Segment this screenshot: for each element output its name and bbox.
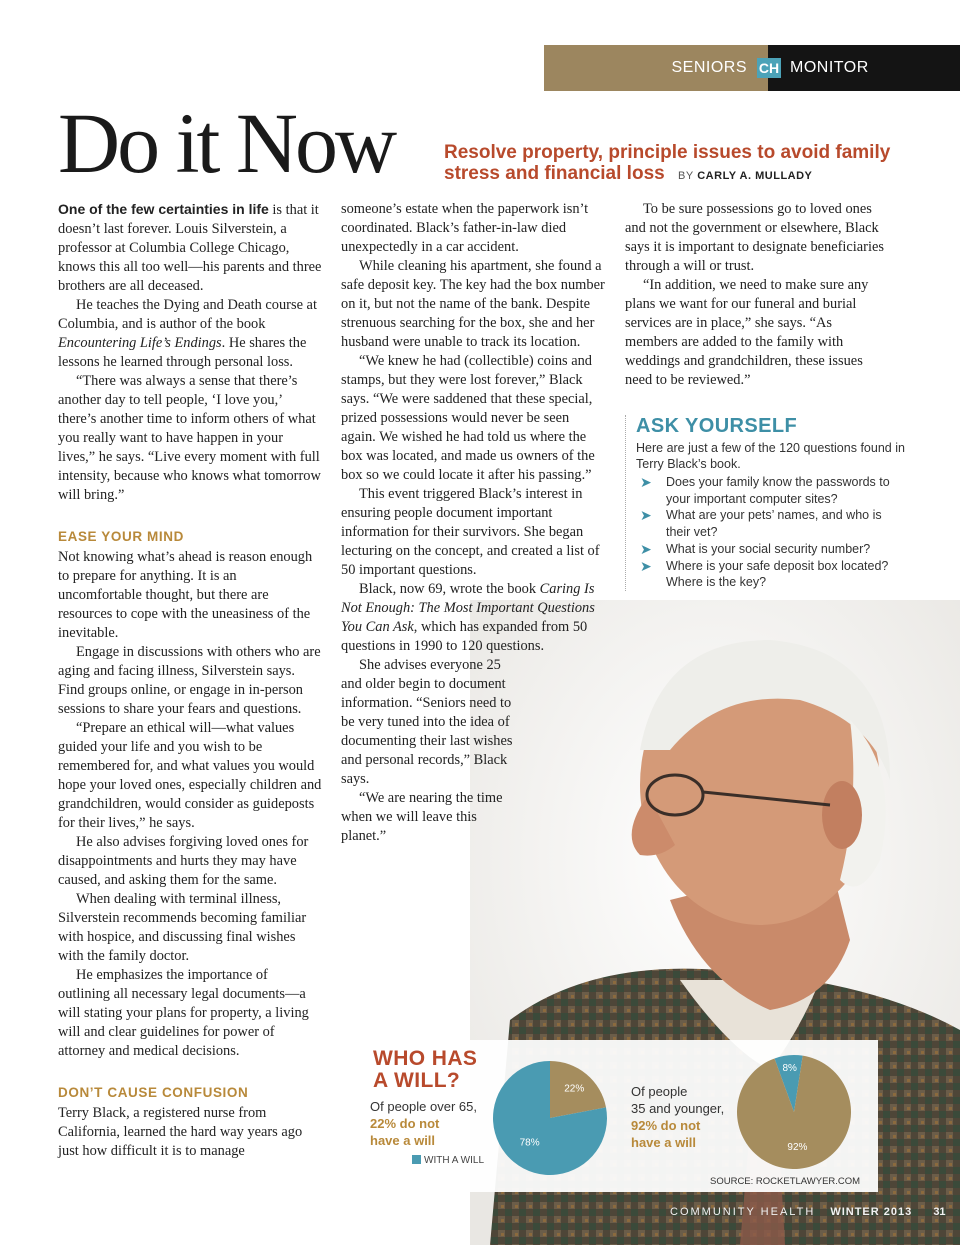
paragraph: “In addition, we need to make sure any plans we want for our funeral and burial services are in place,” she says. “As members are added to the family with weddings and grandchildren, these issues need to be reviewed.” (625, 277, 869, 388)
arrow-right-icon: ➤ (640, 507, 652, 524)
paragraph: He emphasizes the importance of outlining all necessary legal documents—a will stating your plans for property, a living will and clear guidelines for power of attorney and medical decisions. (58, 967, 309, 1059)
caption-highlight: 92% do not (631, 1118, 701, 1133)
caption-highlight: have a will (631, 1135, 697, 1150)
paragraph: Terry Black, a registered nurse from California, learned the hard way years ago just how difficult it is to manage (58, 1105, 303, 1159)
ask-yourself-intro: Here are just a few of the 120 questions found in Terry Black’s book. (636, 441, 905, 471)
byline-author: CARLY A. MULLADY (697, 170, 813, 182)
paragraph: “We knew he had (collectible) coins and stamps, but they were lost forever,” Black says. “We were saddened that these special, prized possessions would never be seen again. We wished he had told us where the box was located, and made us owners of the box so we could locate it after his passing.” (341, 353, 595, 483)
question-item (636, 507, 906, 540)
caption-line: Of people (631, 1084, 688, 1099)
chart-title (373, 1048, 477, 1092)
banner-monitor: MONITOR (790, 59, 869, 76)
caption-highlight: 22% do not (370, 1116, 440, 1131)
subhead-dont-cause-confusion: DON’T CAUSE CONFUSION (58, 1085, 249, 1100)
paragraph: Not knowing what’s ahead is reason enough to prepare for anything. It is an uncomfortable thought, but there are resources to cope with the uneasiness of the inevitable. (58, 549, 313, 641)
paragraph: While cleaning his apartment, she found a safe deposit key. The key had the box number on it, but not the name of the bank. Despite strenuous searching for the box, she and her husband were unable to track its location. (341, 258, 605, 350)
question-text: What are your pets’ names, and who is their vet? (666, 508, 882, 540)
left-pie-caption (370, 1098, 477, 1149)
pie-slice-label: 92% (787, 1141, 808, 1153)
pie-chart-35-and-younger (734, 1052, 854, 1172)
book-title: Caring Is Not Enough: The Most Important Questions You Can Ask (341, 581, 595, 635)
paragraph-text: He teaches the Dying and Death course at Columbia, and is author of the book (58, 297, 317, 332)
arrow-right-icon: ➤ (640, 474, 652, 490)
issue-label: WINTER 2013 (830, 1206, 913, 1218)
section-banner (544, 45, 960, 91)
chart-title-line: WHO HAS (373, 1047, 478, 1070)
legend-swatch (412, 1155, 421, 1164)
byline-by: BY (677, 170, 694, 182)
pie-slice-label: 22% (564, 1083, 585, 1095)
paragraph: She advises everyone 25 and older begin to document information. “Seniors need to be very tuned into the idea of documenting their last wishes and personal records,” Black says. (341, 657, 513, 787)
chart-source: SOURCE: ROCKETLAWYER.COM (710, 1176, 861, 1187)
pie-slice-label: 78% (519, 1137, 540, 1149)
book-title: Encountering Life’s Endings (58, 335, 222, 351)
paragraph-text: is that it doesn’t last forever. Louis Silverstein, a professor at Columbia College Chicago, knows this all too well—his parents and three brothers are all deceased. (58, 202, 322, 294)
question-list (636, 474, 906, 591)
paragraph: He also advises forgiving loved ones for disappointments and hurts they may have caused, and asking them for the same. (58, 834, 309, 888)
arrow-right-icon: ➤ (640, 540, 652, 557)
caption-line: Of people over 65, (370, 1099, 477, 1114)
question-item (636, 474, 906, 507)
subtitle-text: Resolve property, principle issues to avoid family stress and financial loss (444, 142, 891, 184)
question-item (636, 558, 906, 591)
legend-label: WITH A WILL (424, 1155, 485, 1166)
paragraph: “We are nearing the time when we will leave this planet.” (341, 790, 503, 844)
pie-slice-label: 8% (782, 1063, 797, 1075)
page-footer (670, 1206, 946, 1218)
paragraph-text: Black, now 69, wrote the book (359, 581, 540, 597)
banner-ch-logo: CH (758, 60, 780, 76)
question-text: Where is your safe deposit box located? Where is the key? (666, 558, 889, 590)
will-chart-panel (346, 1040, 878, 1192)
page-number: 31 (933, 1206, 946, 1218)
column-3 (625, 200, 887, 390)
paragraph-text: . He shares the lessons he learned through personal loss. (58, 335, 307, 370)
question-text: Does your family know the passwords to your important computer sites? (666, 475, 890, 506)
paragraph-text: , which has expanded from 50 questions in 1990 to 120 questions. (341, 619, 588, 654)
arrow-right-icon: ➤ (640, 557, 652, 574)
paragraph: When dealing with terminal illness, Silverstein recommends becoming familiar with hospice, and discussing final wishes with the family doctor. (58, 891, 307, 964)
ask-yourself-box (625, 415, 906, 591)
pie-chart-over-65 (490, 1058, 610, 1178)
subhead-ease-your-mind: EASE YOUR MIND (58, 529, 184, 544)
caption-highlight: have a will (370, 1133, 436, 1148)
paragraph: Engage in discussions with others who are aging and facing illness, Silverstein says. Find groups online, or engage in in-person sessions to share your fears and questions. (58, 644, 321, 717)
chart-legend (412, 1155, 484, 1166)
paragraph: “Prepare an ethical will—what values guided your life and you wish to be remembered for, and what values you would hope your loved ones, especially children and grandchildren, would consider as guideposts for their lives,” he says. (58, 720, 322, 831)
caption-line: 35 and younger, (631, 1101, 725, 1116)
article-title: Do it Now (58, 95, 395, 191)
column-1 (58, 200, 322, 1161)
paragraph: “There was always a sense that there’s another day to tell people, ‘I love you,’ there’s another time to inform others of what you really want to have happen in your lives,” he says. “Live every moment with full intensity, because who knows what tomorrow will bring.” (58, 373, 321, 503)
column-2 (341, 200, 605, 846)
paragraph: This event triggered Black’s interest in ensuring people document important information for their survivors. She began lecturing on the concept, and created a list of 50 important questions. (341, 486, 600, 578)
paragraph: To be sure possessions go to loved ones and not the government or elsewhere, Black says it is important to designate beneficiaries through a will or trust. (625, 201, 884, 274)
lead-in: One of the few certainties in life (58, 201, 269, 217)
question-item (636, 541, 906, 558)
paragraph (341, 580, 605, 656)
article-subtitle (444, 142, 914, 187)
ask-yourself-title: ASK YOURSELF (636, 415, 798, 437)
paragraph (58, 200, 322, 296)
right-pie-caption (631, 1083, 724, 1151)
paragraph: someone’s estate when the paperwork isn’t coordinated. Black’s father-in-law died unexpectedly in a car accident. (341, 201, 589, 255)
chart-title-line: A WILL? (373, 1069, 461, 1092)
paragraph (58, 296, 322, 372)
question-text: What is your social security number? (666, 541, 871, 556)
magazine-name: COMMUNITY HEALTH (670, 1206, 816, 1218)
byline (678, 170, 812, 182)
banner-seniors: SENIORS (671, 59, 747, 76)
